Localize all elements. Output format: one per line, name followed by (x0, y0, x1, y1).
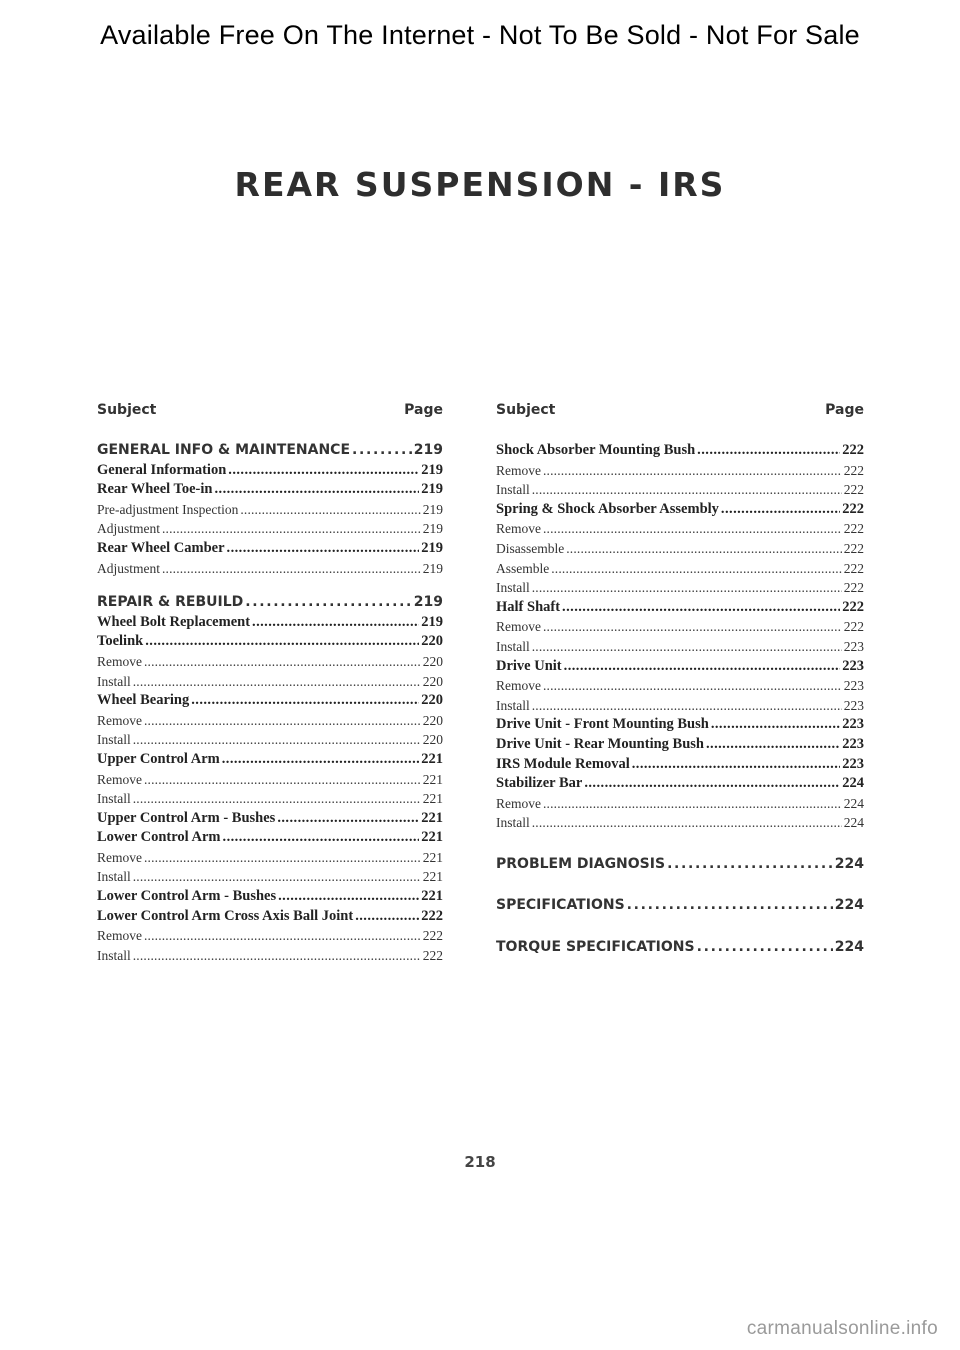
toc-subentry: Remove . . . 221 (97, 770, 443, 790)
toc-section: REPAIR & REBUILD . . . 219 (97, 593, 443, 613)
watermark: carmanualsonline.info (746, 1318, 938, 1339)
toc-entry: Half Shaft . . . 222 (496, 598, 864, 618)
toc-subentry: Remove . . . 223 (496, 676, 864, 696)
toc-section: TORQUE SPECIFICATIONS . . . 224 (496, 938, 864, 958)
toc-entry: Spring & Shock Absorber Assembly . . . 222 (496, 500, 864, 520)
toc-entry: Lower Control Arm . . . 221 (97, 828, 443, 848)
toc-entry: Shock Absorber Mounting Bush . . . 222 (496, 441, 864, 461)
toc-entry: Lower Control Arm - Bushes . . . 221 (97, 887, 443, 907)
subject-header: Subject (97, 402, 157, 418)
toc-subentry: Pre-adjustment Inspection . . . 219 (97, 500, 443, 520)
column-header (496, 402, 864, 422)
toc-section: SPECIFICATIONS . . . 224 (496, 896, 864, 916)
toc-subentry: Install . . . 222 (97, 946, 443, 966)
toc-subentry: Remove . . . 222 (496, 519, 864, 539)
toc-subentry: Remove . . . 220 (97, 711, 443, 731)
toc-subentry: Install . . . 221 (97, 789, 443, 809)
toc-entry: Drive Unit . . . 223 (496, 657, 864, 677)
toc-entry: Rear Wheel Toe-in . . . 219 (97, 480, 443, 500)
toc-subentry: Install . . . 223 (496, 637, 864, 657)
toc-entry: Upper Control Arm - Bushes . . . 221 (97, 809, 443, 829)
toc-entry: Stabilizer Bar . . . 224 (496, 774, 864, 794)
toc-entry: General Information . . . 219 (97, 461, 443, 481)
toc-subentry: Remove . . . 222 (97, 926, 443, 946)
page-title: REAR SUSPENSION - IRS (234, 165, 726, 204)
toc-section: GENERAL INFO & MAINTENANCE . . . 219 (97, 441, 443, 461)
toc-subentry: Assemble . . . 222 (496, 559, 864, 579)
toc-subentry: Install . . . 220 (97, 672, 443, 692)
column-header (97, 402, 443, 422)
toc-column-left (97, 402, 443, 965)
toc-subentry: Install . . . 224 (496, 813, 864, 833)
toc-entry: Upper Control Arm . . . 221 (97, 750, 443, 770)
toc-subentry: Remove . . . 224 (496, 794, 864, 814)
page-number: 218 (464, 1153, 496, 1171)
toc-column-right (496, 402, 864, 958)
toc-subentry: Adjustment . . . 219 (97, 559, 443, 579)
toc-entry: IRS Module Removal . . . 223 (496, 755, 864, 775)
toc-subentry: Install . . . 222 (496, 578, 864, 598)
header-banner: Available Free On The Internet - Not To Be Sold - Not For Sale (100, 20, 860, 50)
toc-subentry: Install . . . 220 (97, 730, 443, 750)
toc-entry: Lower Control Arm Cross Axis Ball Joint . . . 222 (97, 907, 443, 927)
page-header: Page (825, 402, 864, 418)
toc-subentry: Install . . . 223 (496, 696, 864, 716)
toc-subentry: Remove . . . 221 (97, 848, 443, 868)
toc-subentry: Remove . . . 220 (97, 652, 443, 672)
toc-entry: Wheel Bearing . . . 220 (97, 691, 443, 711)
toc-subentry: Remove . . . 222 (496, 617, 864, 637)
toc-subentry: Adjustment . . . 219 (97, 519, 443, 539)
page-header: Page (404, 402, 443, 418)
toc-entry: Wheel Bolt Replacement . . . 219 (97, 613, 443, 633)
toc-entry: Toelink . . . 220 (97, 632, 443, 652)
toc-entry: Drive Unit - Rear Mounting Bush . . . 223 (496, 735, 864, 755)
toc-entry: Drive Unit - Front Mounting Bush . . . 223 (496, 715, 864, 735)
subject-header: Subject (496, 402, 556, 418)
toc-subentry: Remove . . . 222 (496, 461, 864, 481)
toc-subentry: Install . . . 222 (496, 480, 864, 500)
toc-subentry: Disassemble . . . 222 (496, 539, 864, 559)
toc-entry: Rear Wheel Camber . . . 219 (97, 539, 443, 559)
toc-section: PROBLEM DIAGNOSIS . . . 224 (496, 855, 864, 875)
toc-subentry: Install . . . 221 (97, 867, 443, 887)
